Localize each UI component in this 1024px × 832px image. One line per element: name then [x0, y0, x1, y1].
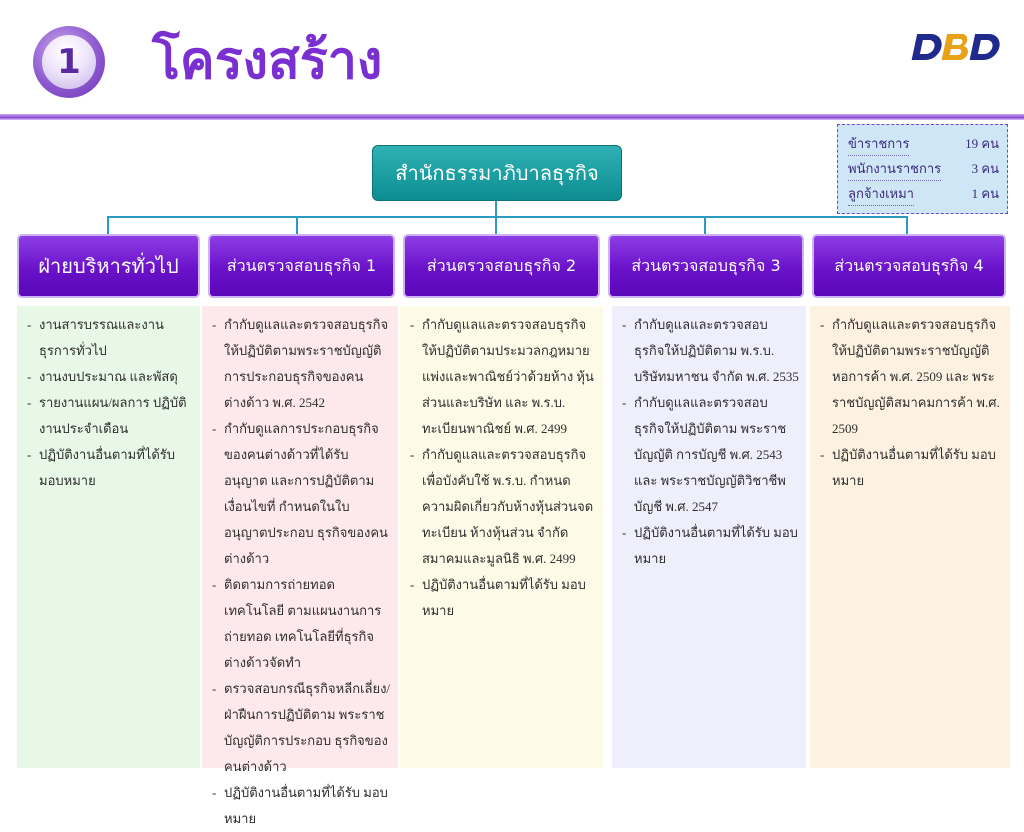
staff-label: พนักงานราชการ	[848, 156, 941, 181]
staff-value: 1 คน	[971, 186, 999, 201]
division-duties-audit-1	[202, 306, 398, 826]
duty-item: - กำกับดูแลและตรวจสอบธุรกิจ ให้ปฏิบัติตามพระราชบัญญัติ การประกอบธุรกิจของคน ต่างด้าว พ.ศ. 2542	[210, 312, 392, 416]
duty-item: - กำกับดูแลและตรวจสอบธุรกิจ ให้ปฏิบัติตามพระราชบัญญัติ หอการค้า พ.ศ. 2509 และ พระราชบัญญัติสมาคมการค้า พ.ศ. 2509	[818, 312, 1004, 442]
staff-summary-box	[837, 124, 1008, 214]
connector-drop	[704, 216, 706, 236]
staff-row	[848, 181, 999, 206]
duty-item: - กำกับดูแลและตรวจสอบ ธุรกิจให้ปฏิบัติตาม พ.ร.บ. บริษัทมหาชน จำกัด พ.ศ. 2535	[620, 312, 800, 390]
connector-drop	[296, 216, 298, 236]
division-header-audit-3: ส่วนตรวจสอบธุรกิจ 3	[608, 234, 804, 298]
duty-list	[408, 312, 597, 624]
page-title: โครงสร้าง	[152, 31, 383, 91]
staff-row	[848, 131, 999, 156]
duty-item: - กำกับดูแลและตรวจสอบธุรกิจ เพื่อบังคับใช้ พ.ร.บ. กำหนด ความผิดเกี่ยวกับห้างหุ้นส่วนจด ทะเบียน ห้างหุ้นส่วน จำกัด สมาคมและมูลนิธิ พ.ศ. 2499	[408, 442, 597, 572]
duty-item: - ปฏิบัติงานอื่นตามที่ได้รับ มอบหมาย	[25, 442, 194, 494]
duty-list	[210, 312, 392, 832]
duty-item: - กำกับดูแลและตรวจสอบ ธุรกิจให้ปฏิบัติตาม พระราชบัญญัติ การบัญชี พ.ศ. 2543 และ พระราชบัญญัติวิชาชีพ บัญชี พ.ศ. 2547	[620, 390, 800, 520]
connector-drop	[107, 216, 109, 236]
duty-item: - ปฏิบัติงานอื่นตามที่ได้รับ มอบหมาย	[210, 780, 392, 832]
duty-item: - กำกับดูแลและตรวจสอบธุรกิจ ให้ปฏิบัติตามประมวลกฎหมาย แพ่งและพาณิชย์ว่าด้วยห้าง หุ้นส่วนและบริษัท และ พ.ร.บ. ทะเบียนพาณิชย์ พ.ศ. 2499	[408, 312, 597, 442]
division-duties-audit-2	[400, 306, 603, 768]
division-header-audit-1: ส่วนตรวจสอบธุรกิจ 1	[208, 234, 395, 298]
section-number-badge	[33, 26, 105, 98]
duty-item: - ตรวจสอบกรณีธุรกิจหลีกเลี่ยง/ ฝ่าฝืนการปฏิบัติตาม พระราชบัญญัติการประกอบ ธุรกิจของคนต่างด้าว	[210, 676, 392, 780]
duty-item: - ปฏิบัติงานอื่นตามที่ได้รับ มอบหมาย	[620, 520, 800, 572]
connector-drop	[495, 216, 497, 236]
duty-list	[25, 312, 194, 494]
duty-item: - รายงานแผน/ผลการ ปฏิบัติงานประจำเดือน	[25, 390, 194, 442]
staff-value: 19 คน	[965, 136, 999, 151]
division-header-general-admin: ฝ่ายบริหารทั่วไป	[17, 234, 200, 298]
duty-item: - กำกับดูแลการประกอบธุรกิจ ของคนต่างด้าวที่ได้รับอนุญาต และการปฏิบัติตามเงื่อนไขที่ กำหนดในใบอนุญาตประกอบ ธุรกิจของคนต่างด้าว	[210, 416, 392, 572]
staff-label: ลูกจ้างเหมา	[848, 181, 914, 206]
dbd-logo	[908, 30, 1000, 64]
division-header-audit-2: ส่วนตรวจสอบธุรกิจ 2	[403, 234, 600, 298]
duty-item: - งานงบประมาณ และพัสดุ	[25, 364, 194, 390]
duty-item: - ปฏิบัติงานอื่นตามที่ได้รับ มอบหมาย	[408, 572, 597, 624]
division-duties-general-admin	[17, 306, 200, 768]
division-duties-audit-4	[810, 306, 1010, 768]
connector-drop	[906, 216, 908, 236]
division-header-audit-4: ส่วนตรวจสอบธุรกิจ 4	[812, 234, 1006, 298]
connector-horizontal	[107, 216, 908, 218]
duty-list	[620, 312, 800, 572]
staff-row	[848, 156, 999, 181]
header-divider	[0, 114, 1024, 120]
staff-value: 3 คน	[971, 161, 999, 176]
root-node: สำนักธรรมาภิบาลธุรกิจ	[372, 145, 622, 201]
division-duties-audit-3	[612, 306, 806, 768]
duty-item: - ปฏิบัติงานอื่นตามที่ได้รับ มอบหมาย	[818, 442, 1004, 494]
connector-root-down	[495, 201, 497, 217]
staff-label: ข้าราชการ	[848, 131, 909, 156]
duty-item: - งานสารบรรณและงาน ธุรการทั่วไป	[25, 312, 194, 364]
duty-list	[818, 312, 1004, 494]
duty-item: - ติดตามการถ่ายทอดเทคโนโลยี ตามแผนงานการถ่ายทอด เทคโนโลยีที่ธุรกิจต่างด้าวจัดทำ	[210, 572, 392, 676]
section-number: 1	[42, 35, 96, 89]
